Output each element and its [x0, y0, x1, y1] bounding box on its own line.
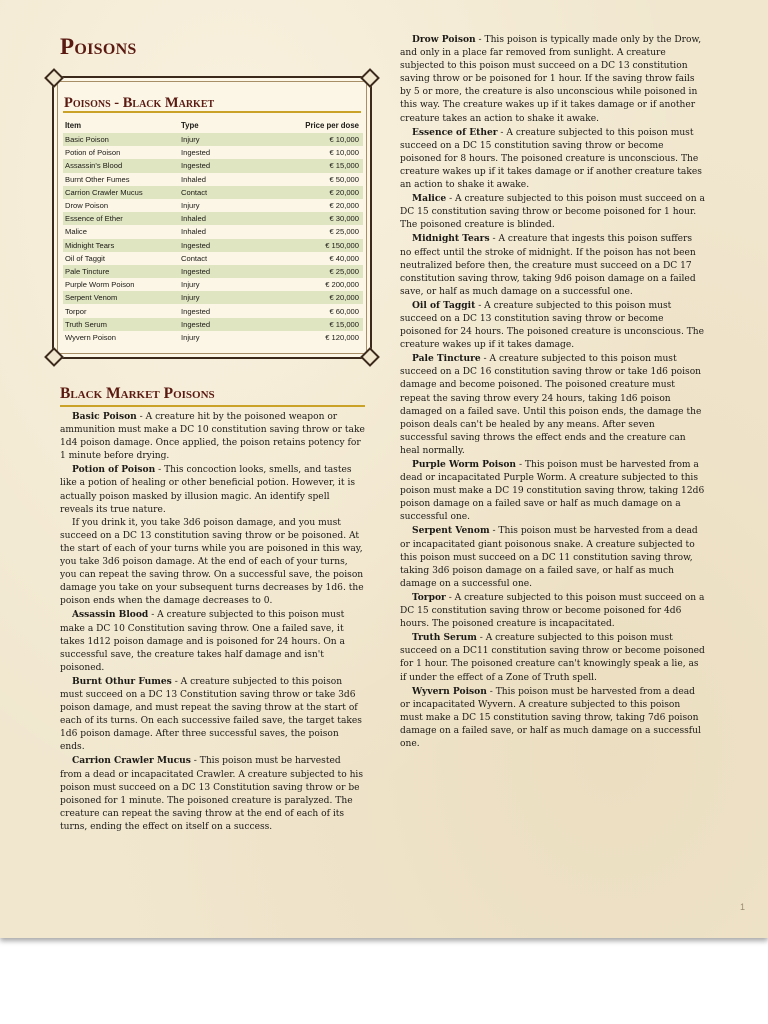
- poison-name: Serpent Venom: [412, 525, 490, 537]
- type-cell: Inhaled: [181, 227, 206, 237]
- type-cell: Contact: [181, 253, 208, 263]
- poison-paragraph: [60, 608, 365, 674]
- table-title-rule: [63, 111, 361, 113]
- poison-name: Drow Poison: [412, 34, 476, 45]
- poison-name: Midnight Tears: [412, 233, 490, 245]
- item-cell: Carrion Crawler Mucus: [63, 186, 179, 199]
- type-cell: Injury: [181, 332, 200, 342]
- price-cell: € 60,000: [329, 306, 359, 316]
- column-header-type: Type: [181, 120, 199, 130]
- poison-description: - A creature subjected to this poison must make a DC 10 Constitution saving throw. One a failed save, it takes 1d12 poison damage and is poisoned for 24 hours. On a successful save, the creature takes half damage and isn't poisoned.: [60, 610, 345, 673]
- section-heading-rule: [60, 405, 365, 407]
- poison-paragraph: [400, 524, 705, 590]
- poison-description: - A creature subjected to this poison must succeed on a DC11 constitution saving throw or become poisoned for 1 hour. The poisoned creature can't knowingly speak a lie, as if under the effect of a Zone of Truth spell.: [400, 633, 705, 683]
- table-row: [63, 146, 363, 159]
- poison-paragraph: [60, 754, 365, 834]
- table-row: [63, 265, 363, 278]
- table-row: [63, 331, 363, 344]
- type-cell: Ingested: [181, 148, 211, 158]
- poison-paragraph: [400, 232, 705, 298]
- poison-paragraph: [400, 458, 705, 524]
- poison-name: Oil of Taggit: [412, 299, 476, 311]
- table-row: [63, 291, 363, 304]
- table-title: Poisons - Black Market: [64, 95, 215, 111]
- poison-paragraph: [400, 631, 705, 684]
- page-number: 1: [740, 902, 746, 912]
- type-cell: Contact: [179, 186, 275, 199]
- item-cell: Purple Worm Poison: [65, 280, 135, 290]
- poison-paragraph: [400, 192, 705, 232]
- price-cell: € 25,000: [329, 227, 359, 237]
- poison-paragraph: [60, 517, 365, 609]
- poison-paragraph: [60, 410, 365, 463]
- price-cell: € 200,000: [325, 280, 359, 290]
- poison-description: - A creature subjected to this poison must succeed on a DC 13 constitution saving throw or become poisoned for 24 hours. The poisoned creature is unconscious. The creature wakes up if it takes damage.: [400, 300, 705, 351]
- type-cell: Ingested: [181, 306, 211, 316]
- poison-paragraph: [60, 463, 365, 516]
- price-cell: € 25,000: [275, 265, 363, 278]
- type-cell: Injury: [179, 133, 275, 146]
- poison-paragraph: [400, 591, 705, 631]
- table-body: [63, 133, 363, 344]
- poison-description: - A creature that ingests this poison suffers no effect until the stroke of midnight. If the poison has not been neutralized before then, the creature must succeed on a DC 17 constitution saving throw, taking 9d6 poison damage on a failed save, or half as much damage on a successful one.: [400, 234, 696, 297]
- table-row: [63, 318, 363, 331]
- poison-name: Pale Tincture: [412, 353, 481, 365]
- poison-name: Torpor: [412, 591, 446, 603]
- frame-corner-ornament: [44, 68, 64, 88]
- item-cell: Wyvern Poison: [65, 332, 116, 342]
- page-title: Poisons: [60, 34, 137, 59]
- section-heading: Black Market Poisons: [60, 385, 215, 402]
- table-row: [63, 278, 363, 291]
- price-cell: € 40,000: [329, 253, 359, 263]
- frame-corner-ornament: [44, 347, 64, 367]
- item-cell: Essence of Ether: [63, 212, 179, 225]
- type-cell: Ingested: [179, 318, 275, 331]
- table-row: [63, 186, 363, 199]
- poison-paragraph: [400, 685, 705, 751]
- poison-name: Carrion Crawler Mucus: [72, 755, 191, 767]
- item-cell: Drow Poison: [65, 201, 109, 211]
- price-cell: € 20,000: [275, 291, 363, 304]
- type-cell: Inhaled: [179, 212, 275, 225]
- item-cell: Midnight Tears: [63, 239, 179, 252]
- price-cell: € 120,000: [325, 332, 359, 342]
- poison-description: - This poison must be harvested from a dead or incapacitated Crawler. A creature subjected to his poison must succeed on a DC 13 Constitution saving throw or be poisoned for 1 minute. The poisoned creature is paralyzed. The creature can repeat the saving throw at the end of each of its turns, ending the effect on itself on a success.: [60, 756, 364, 832]
- item-cell: Truth Serum: [63, 318, 179, 331]
- poison-price-table-box: [52, 76, 372, 359]
- table-header-row: [63, 117, 363, 133]
- poison-description: - A creature subjected to this poison must succeed on a DC 15 constitution saving throw or become poisoned for 1 hour. The poisoned creature is blinded.: [400, 194, 705, 231]
- table-row: [63, 252, 363, 265]
- table-row: [63, 304, 363, 317]
- type-cell: Ingested: [179, 265, 275, 278]
- poison-paragraph: [400, 299, 705, 352]
- poison-name: Purple Worm Poison: [412, 459, 517, 470]
- poison-name: Essence of Ether: [412, 126, 498, 138]
- column-header-item: Item: [65, 120, 82, 130]
- frame-corner-ornament: [360, 68, 380, 88]
- item-cell: Oil of Taggit: [65, 253, 105, 263]
- poison-paragraph: [400, 33, 705, 126]
- price-cell: € 20,000: [329, 201, 359, 211]
- poison-description: - This poison must be harvested from a dead or incapacitated Purple Worm. A creature subjected to this poison must make a DC 19 constitution saving throw, taking 12d6 poison damage on a failed save or half as much damage on a successful one.: [400, 460, 705, 523]
- item-cell: Serpent Venom: [63, 291, 179, 304]
- poison-price-table: [63, 117, 363, 344]
- price-cell: € 150,000: [275, 239, 363, 252]
- table-row: [63, 159, 363, 172]
- poison-paragraph: [400, 352, 705, 458]
- item-cell: Pale Tincture: [63, 265, 179, 278]
- column-header-price: Price per dose: [305, 120, 359, 130]
- poison-name: Basic Poison: [72, 411, 137, 422]
- left-column-text: [60, 410, 365, 834]
- type-cell: Injury: [181, 201, 200, 211]
- item-cell: Malice: [65, 227, 87, 237]
- table-row: [63, 173, 363, 186]
- poison-description: - A creature hit by the poisoned weapon or ammunition must make a DC 10 constitution saving throw or take 1d4 poison damage. Once applied, the poison retains potency for 1 minute before drying.: [60, 412, 365, 462]
- poison-name: Malice: [412, 193, 447, 205]
- poison-name: Wyvern Poison: [412, 685, 487, 697]
- poison-description: - A creature subjected to this poison must succeed on a DC 15 constitution saving throw or become poisoned for 8 hours. The poisoned creature is unconscious. The creature wakes up if it takes damage or if another creature takes an action to shake it awake.: [400, 127, 702, 191]
- type-cell: Ingested: [179, 239, 275, 252]
- poison-description: If you drink it, you take 3d6 poison damage, and you must succeed on a DC 13 constitution saving throw or be poisoned. At the start of each of your turns while you are poisoned in this way, you take 3d6 poison damage. At the end of each of your turns, you can repeat the saving throw. On a successful save, the poison damage you take on your subsequent turns decreases by 1d6. the poison ends when the damage decreases to 0.: [60, 517, 364, 607]
- table-row: [63, 199, 363, 212]
- price-cell: € 10,000: [329, 148, 359, 158]
- frame-corner-ornament: [360, 347, 380, 367]
- poison-description: - This concoction looks, smells, and tastes like a potion of healing or other beneficial potion. However, it is actually poison masked by illusion magic. An identify spell reveals its true nature.: [60, 465, 356, 515]
- poison-description: - This poison is typically made only by the Drow, and only in a place far removed from sunlight. A creature subjected to this poison must succeed on a DC 13 constitution saving throw or be poisoned for 1 hour. If the saving throw fails by 5 or more, the creature is also unconscious while poisoned in this way. The creature wakes up if it takes damage or if another creature takes an action to shake it awake.: [400, 35, 702, 124]
- item-cell: Assassin's Blood: [63, 159, 179, 172]
- poison-name: Truth Serum: [412, 632, 477, 644]
- poison-description: - A creature subjected to this poison must succeed on a DC 15 constitution saving throw or become poisoned for 4d6 hours. The poisoned creature is incapacitated.: [400, 592, 705, 630]
- poison-name: Potion of Poison: [72, 464, 156, 476]
- price-cell: € 15,000: [275, 318, 363, 331]
- item-cell: Potion of Poison: [65, 148, 121, 158]
- poison-name: Burnt Othur Fumes: [72, 675, 172, 687]
- type-cell: Ingested: [179, 159, 275, 172]
- price-cell: € 20,000: [275, 186, 363, 199]
- price-cell: € 50,000: [329, 174, 359, 184]
- table-row: [63, 225, 363, 238]
- type-cell: Inhaled: [181, 174, 206, 184]
- item-cell: Basic Poison: [63, 133, 179, 146]
- right-column: [400, 33, 705, 751]
- table-row: [63, 133, 363, 146]
- price-cell: € 15,000: [275, 159, 363, 172]
- poison-description: - This poison must be harvested from a dead or incapacitated Wyvern. A creature subjected to this poison must make a DC 15 constitution saving throw, taking 7d6 poison damage on a failed save, or half as much damage on a successful one.: [400, 686, 701, 749]
- type-cell: Injury: [179, 291, 275, 304]
- poison-description: - A creature subjected to this poison must succeed on a DC 16 constitution saving throw or take 1d6 poison damage and become poisoned. The poisoned creature must repeat the saving throw every 24 hours, taking 1d6 poison damaged on a failed save. Until this poison ends, the damage the poison deals can't be healed by any means. After seven successful saving throws the effect ends and the creature can heal normally.: [400, 354, 702, 456]
- poison-description: - A creature subjected to this poison must succeed on a DC 13 Constitution saving throw or take 3d6 poison damage, and must repeat the saving throw at the start of each of its turns. On each successive failed save, the target takes 1d6 poison damage. After three successful saves, the poison ends.: [60, 676, 362, 753]
- type-cell: Injury: [181, 280, 200, 290]
- item-cell: Burnt Other Fumes: [65, 174, 130, 184]
- poison-description: - This poison must be harvested from a dead or incapacitated giant poisonous snake. A creature subjected to this poison must succeed on a DC 11 constitution saving throw, taking 3d6 poison damage on a failed save, or half as much damage on a successful one.: [400, 526, 698, 589]
- price-cell: € 30,000: [275, 212, 363, 225]
- item-cell: Torpor: [65, 306, 87, 316]
- table-row: [63, 239, 363, 252]
- poison-paragraph: [60, 675, 365, 755]
- price-cell: € 10,000: [275, 133, 363, 146]
- poison-paragraph: [400, 126, 705, 192]
- poison-name: Assassin Blood: [72, 609, 149, 621]
- table-row: [63, 212, 363, 225]
